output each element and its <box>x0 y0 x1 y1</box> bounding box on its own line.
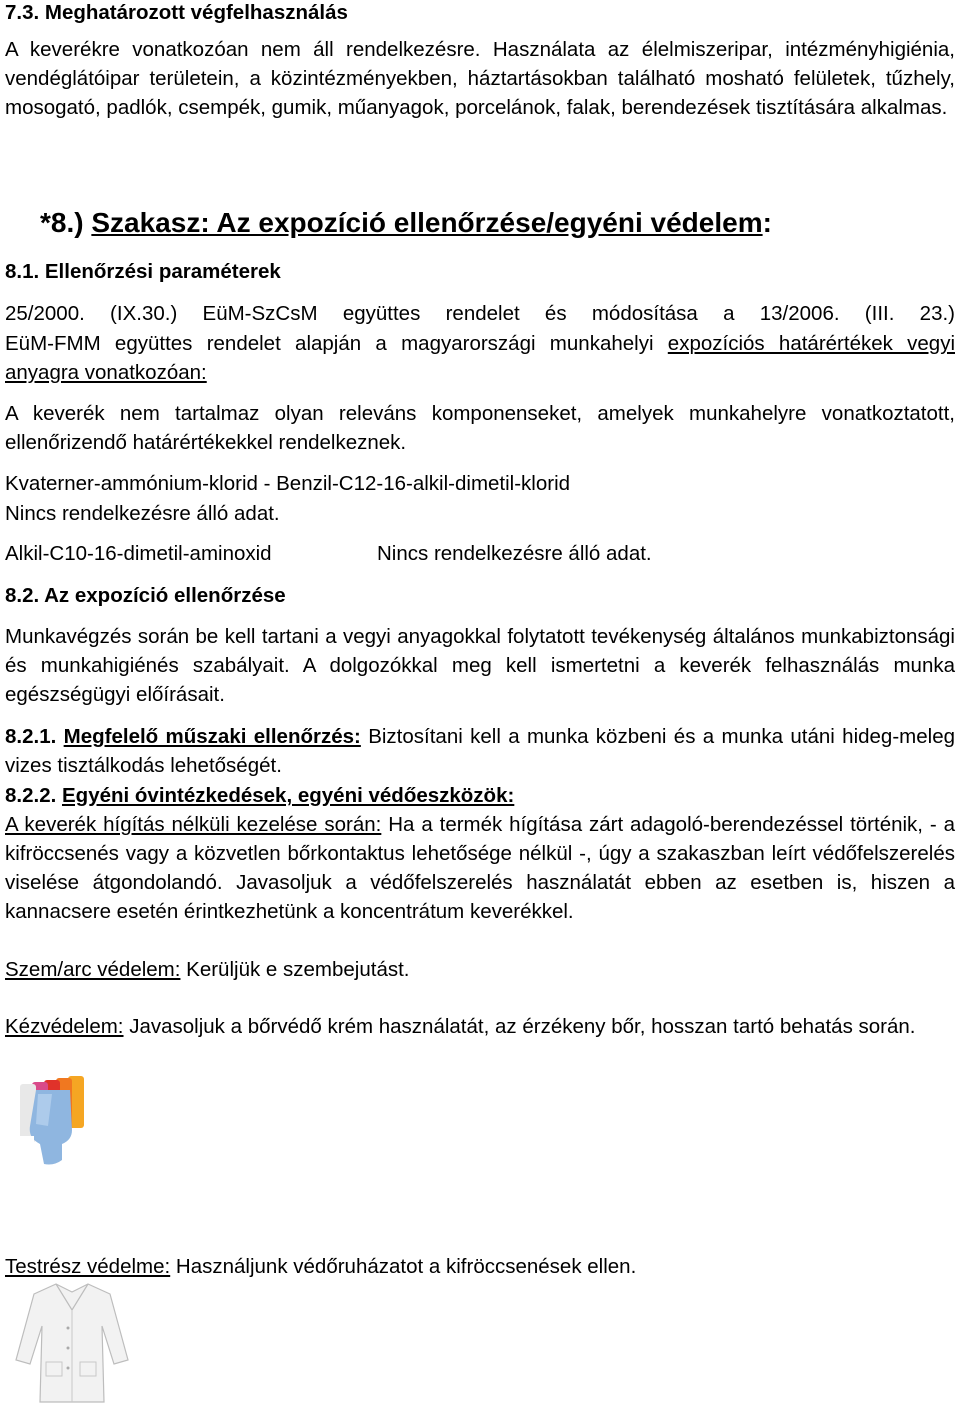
section-8-1-heading: 8.1. Ellenőrzési paraméterek <box>5 260 281 283</box>
hand-protection-label: Kézvédelem: <box>5 1015 124 1038</box>
component-2-row <box>5 539 955 568</box>
regulation-line-2 <box>5 329 955 387</box>
lab-coat-image <box>12 1280 132 1404</box>
section-8-2-text: Munkavégzés során be kell tartani a vegyi anyagokkal folytatott tevékenység általános munkabiztonsági és munkahigiénés szabályait. A dolgozókkal meg kell ismertetni a keverék felhasználás munka egészségügyi előírásait. <box>5 625 955 706</box>
regulation-text: EüM-FMM együttes rendelet alapján a magyarországi munkahelyi <box>5 332 654 355</box>
body-protection <box>5 1252 955 1281</box>
body-protection-text: Használjunk védőruházatot a kifröccsenések ellen. <box>175 1255 637 1278</box>
component-1-value: Nincs rendelkezésre álló adat. <box>5 502 280 525</box>
section-7-3-text: A keverékre vonatkozóan nem áll rendelkezésre. Használata az élelmiszeripar, intézményhigiénia, vendéglátóipar területein, a közintézményekben, háztartásokban található mosható felületek, tűzhely, mosogató, padlók, csempék, gumik, műanyagok, porcelánok, falak, berendezések tisztítására alkalmas. <box>5 38 955 119</box>
section-7-3-heading: 7.3. Meghatározott végfelhasználás <box>5 1 348 24</box>
regulation-underlined-text: expozíciós határértékek vegyi anyagra vonatkozóan: <box>5 332 955 384</box>
section-8-number: *8.) <box>40 207 84 238</box>
regulation-line-1: 25/2000. (IX.30.) EüM-SzCsM együttes rendelet és módosítása a 13/2006. (III. 23.) <box>5 302 955 325</box>
hand-protection <box>5 1012 955 1041</box>
component-2-value: Nincs rendelkezésre álló adat. <box>377 542 652 565</box>
eye-protection-label: Szem/arc védelem: <box>5 958 181 981</box>
section-8-2-1-text: Biztosítani kell a munka közbeni és a munka utáni hideg-meleg vizes tisztálkodás lehetőségét. <box>5 725 955 777</box>
section-8-2-2-number: 8.2.2. <box>5 784 57 807</box>
body-protection-label: Testrész védelme: <box>5 1255 171 1278</box>
no-components-paragraph: A keverék nem tartalmaz olyan releváns komponenseket, amelyek munkahelyre vonatkoztatott, ellenőrizendő határértékekkel rendelkeznek. <box>5 402 955 454</box>
section-8-2-2-heading <box>5 781 955 810</box>
eye-protection-text: Kerüljük e szembejutást. <box>186 958 410 981</box>
section-8-2-heading: 8.2. Az expozíció ellenőrzése <box>5 584 286 607</box>
eye-protection <box>5 955 955 984</box>
section-8-title-text: Szakasz: Az expozíció ellenőrzése/egyéni védelem <box>91 207 763 238</box>
section-8-2-1-label: Megfelelő műszaki ellenőrzés: <box>63 725 361 748</box>
undiluted-handling-paragraph <box>5 810 955 926</box>
section-8-title <box>40 206 940 240</box>
section-8-title-colon: : <box>762 207 772 238</box>
section-8-2-1 <box>5 722 955 780</box>
component-2-name: Alkil-C10-16-dimetil-aminoxid <box>5 542 272 565</box>
hand-protection-text: Javasoljuk a bőrvédő krém használatát, az érzékeny bőr, hosszan tartó behatás során. <box>129 1015 916 1038</box>
gloves-image <box>8 1074 120 1168</box>
section-8-2-2-label: Egyéni óvintézkedések, egyéni védőeszközök: <box>62 784 515 807</box>
component-1-name: Kvaterner-ammónium-klorid - Benzil-C12-16-alkil-dimetil-klorid <box>5 472 571 495</box>
undiluted-handling-label: A keverék hígítás nélküli kezelése során: <box>5 813 382 836</box>
undiluted-handling-text: Ha a termék hígítása zárt adagoló-berendezéssel történik, - a kifröccsenés vagy a közvetlen bőrkontaktus lehetősége nélkül -, úgy a szakaszban leírt védőfelszerelés viselése átgondolandó. Javasoljuk a védőfelszerelés használatát ebben az esetben is, hiszen a kannacsere esetén érintkezhetünk a koncentrátum keverékkel. <box>5 813 956 923</box>
section-8-2-1-number: 8.2.1. <box>5 725 57 748</box>
